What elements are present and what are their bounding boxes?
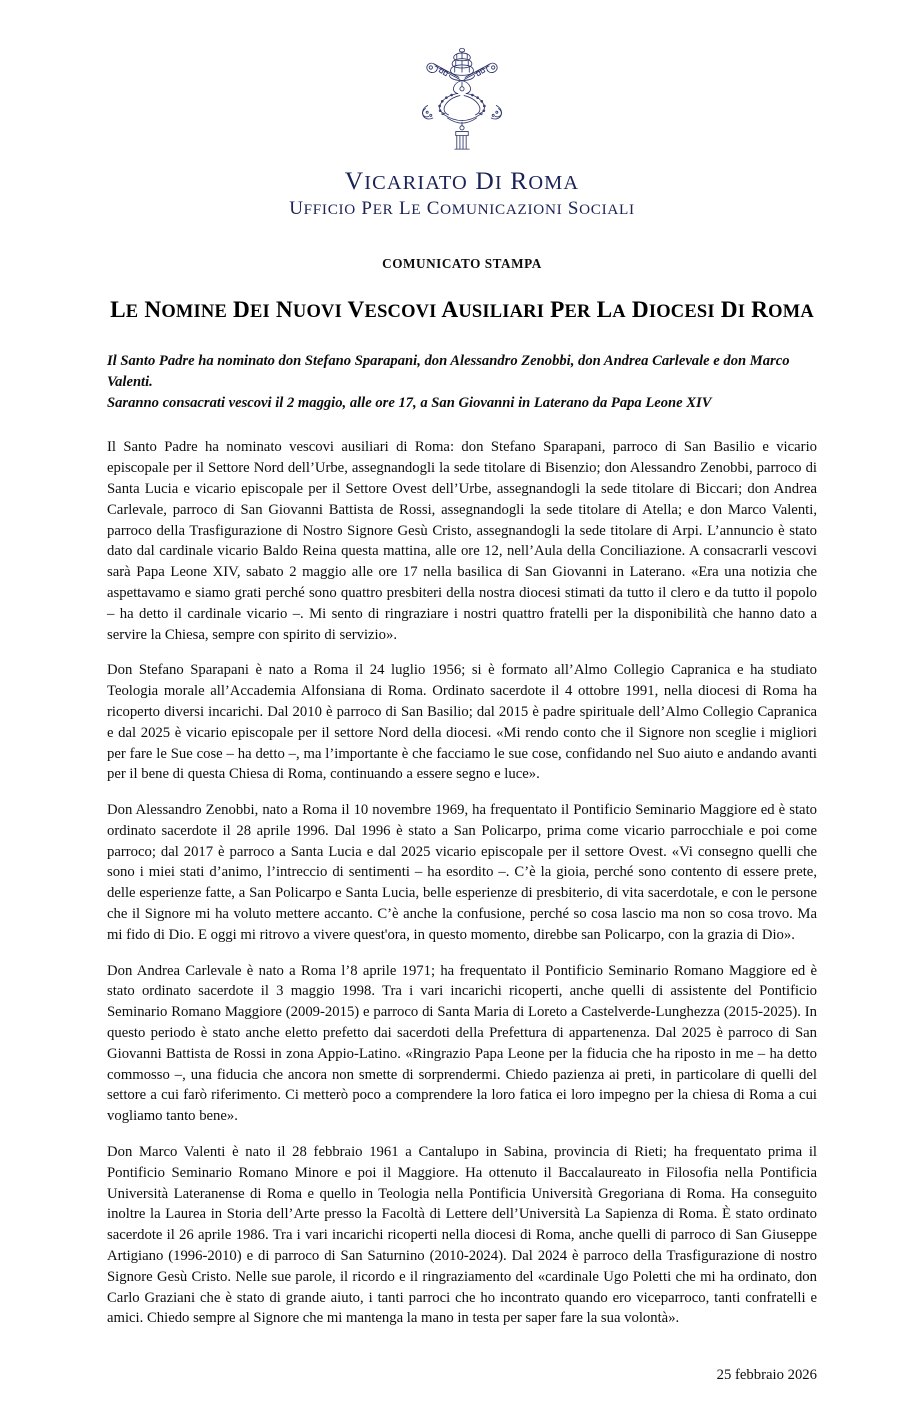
document-body (107, 256, 817, 1329)
organization-name (0, 166, 924, 195)
office-name (0, 198, 924, 220)
papal-coat-of-arms-icon (410, 44, 514, 156)
standfirst-line-1: Il Santo Padre ha nominato don Stefano Sparapani, don Alessandro Zenobbi, don Andrea Carlevale e don Marco Valenti. (107, 353, 790, 390)
paragraph-andrea-carlevale: Don Andrea Carlevale è nato a Roma l’8 aprile 1971; ha frequentato il Pontificio Seminario Romano Maggiore ed è stato ordinato sacerdote il 3 maggio 1998. Tra i vari incarichi ricoperti, anche quelli di assistente del Pontificio Seminario Romano Maggiore (2009-2015) e parroco di Santa Maria di Loreto a Castelverde-Lunghezza (2015-2025). In questo periodo è stato anche eletto prefetto dai sacerdoti della Prefettura di appartenenza. Dal 2025 è parroco di San Giovanni Battista de Rossi in zona Appio-Latino. «Ringrazio Papa Leone per la fiducia che ha riposto in me – ha detto commosso –, una fiducia che ancora non smette di sorprendermi. Chiedo pazienza ai preti, in particolare di quelli del settore a cui farò riferimento. Ci metterò poco a comprendere la loro fatica ei loro impegno per la chiesa di Roma a cui vogliamo tanto bene». (107, 962, 817, 1125)
paragraph-intro: Il Santo Padre ha nominato vescovi ausiliari di Roma: don Stefano Sparapani, parroco di San Basilio e vicario episcopale per il Settore Nord dell’Urbe, assegnandogli la sede titolare di Bisenzio; don Alessandro Zenobbi, parroco di Santa Lucia e vicario episcopale per il Settore Ovest dell’Urbe, assegnandogli la sede titolare di Biccari; don Andrea Carlevale, parroco di San Giovanni Battista de Rossi, assegnandogli la sede titolare di Atella; e don Marco Valenti, parroco della Trasfigurazione di Nostro Signore Gesù Cristo, assegnandogli la sede titolare di Arpi. L’annuncio è stato dato dal cardinale vicario Baldo Reina questa mattina, alle ore 12, nell’Aula della Conciliazione. A consacrarli vescovi sarà Papa Leone XIV, sabato 2 maggio alle ore 17 nella basilica di San Giovanni in Laterano. «Era una notizia che aspettavamo e siamo grati perché sono quattro presbiteri della nostra diocesi stimati da tutto il clero e da tutto il popolo – ha detto il cardinale vicario –. Mi sento di ringraziare i nostri quattro fratelli per la disponibilità che hanno dato a servire la Chiesa, sempre con spirito di servizio». (107, 439, 817, 643)
office-name-text: UFFICIO PER LE COMUNICAZIONI SOCIALI (289, 198, 635, 220)
standfirst-line-2: Saranno consacrati vescovi il 2 maggio, alle ore 17, a San Giovanni in Laterano da Papa Leone XIV (107, 394, 712, 411)
press-release-kicker: COMUNICATO STAMPA (382, 256, 542, 272)
release-date: 25 febbraio 2026 (716, 1367, 817, 1384)
paragraph-marco-valenti: Don Marco Valenti è nato il 28 febbraio 1961 a Cantalupo in Sabina, provincia di Rieti; ha frequentato prima il Pontificio Seminario Romano Minore e poi il Maggiore. Ha ottenuto il Baccalaureato in Filosofia nella Pontificia Università Lateranense di Roma e quello in Teologia nella Pontificia Università Gregoriana di Roma. Ha conseguito inoltre la Laurea in Storia dell’Arte presso la Facoltà di Lettere dell’Università La Sapienza di Roma. È stato ordinato sacerdote il 26 aprile 1986. Tra i vari incarichi ricoperti nella diocesi di Roma, anche quelli di parroco di San Giuseppe Artigiano (1996-2010) e di parroco di San Saturnino (2010-2024). Dal 2024 è parroco della Trasfigurazione di nostro Signore Gesù Cristo. Nelle sue parole, il ricordo e il ringraziamento del «cardinale Ugo Poletti che mi ha ordinato, don Carlo Graziani che è stato di grande aiuto, i tanti parroci che ho incontrato quando ero viceparroco, tanti confratelli e amici. Chiedo sempre al Signore che mi mantenga la mano in testa per saper fare la sua volontà». (107, 1144, 817, 1327)
paragraph-stefano-sparapani: Don Stefano Sparapani è nato a Roma il 24 luglio 1956; si è formato all’Almo Collegio Capranica e ha studiato Teologia morale all’Accademia Alfonsiana di Roma. Ordinato sacerdote il 4 ottobre 1991, nella diocesi di Roma ha ricoperto diversi incarichi. Dal 2010 è parroco di San Basilio; dal 2015 è padre spirituale dell’Almo Collegio Capranica e dal 2025 è vicario episcopale per il settore Nord della diocesi. «Mi rendo conto che il Signore non sceglie i migliori per fare le Sue cose – ha detto –, ma l’importante è che facciamo le sue cose, confidando nel Suo aiuto e andando avanti per il bene di questa Chiesa di Roma, continuando a essere segno e luce». (107, 662, 817, 783)
page-title: LE NOMINE DEI NUOVI VESCOVI AUSILIARI PER LA DIOCESI DI ROMA (110, 297, 814, 324)
article-paragraphs (107, 437, 817, 1329)
organization-name-text: VICARIATO DI ROMA (344, 166, 580, 195)
standfirst (107, 351, 817, 413)
paragraph-alessandro-zenobbi: Don Alessandro Zenobbi, nato a Roma il 10 novembre 1969, ha frequentato il Pontificio Seminario Maggiore ed è stato ordinato sacerdote il 28 aprile 1996. Dal 1996 è stato a San Policarpo, prima come vicario parrocchiale e poi come parroco; dal 2017 è parroco a Santa Lucia e dal 2025 vicario episcopale per il settore Ovest. «Vi consegno quelli che sono i miei stati d’animo, l’intreccio di sentimenti – ha esordito –. C’è la gioia, perché sono contento di essere prete, delle esperienze fatte, a San Policarpo e Santa Lucia, belle esperienze di presbiterio, di vita sacerdotale, e con le persone che il Signore mi ha voluto mettere accanto. C’è anche la confusione, perché so cosa lascio ma non so cosa trovo. Ma mi fido di Dio. E oggi mi ritrovo a vivere quest'ora, in questo momento, direbbe san Policarpo, con la grazia di Dio». (107, 802, 817, 943)
letterhead (0, 44, 924, 220)
